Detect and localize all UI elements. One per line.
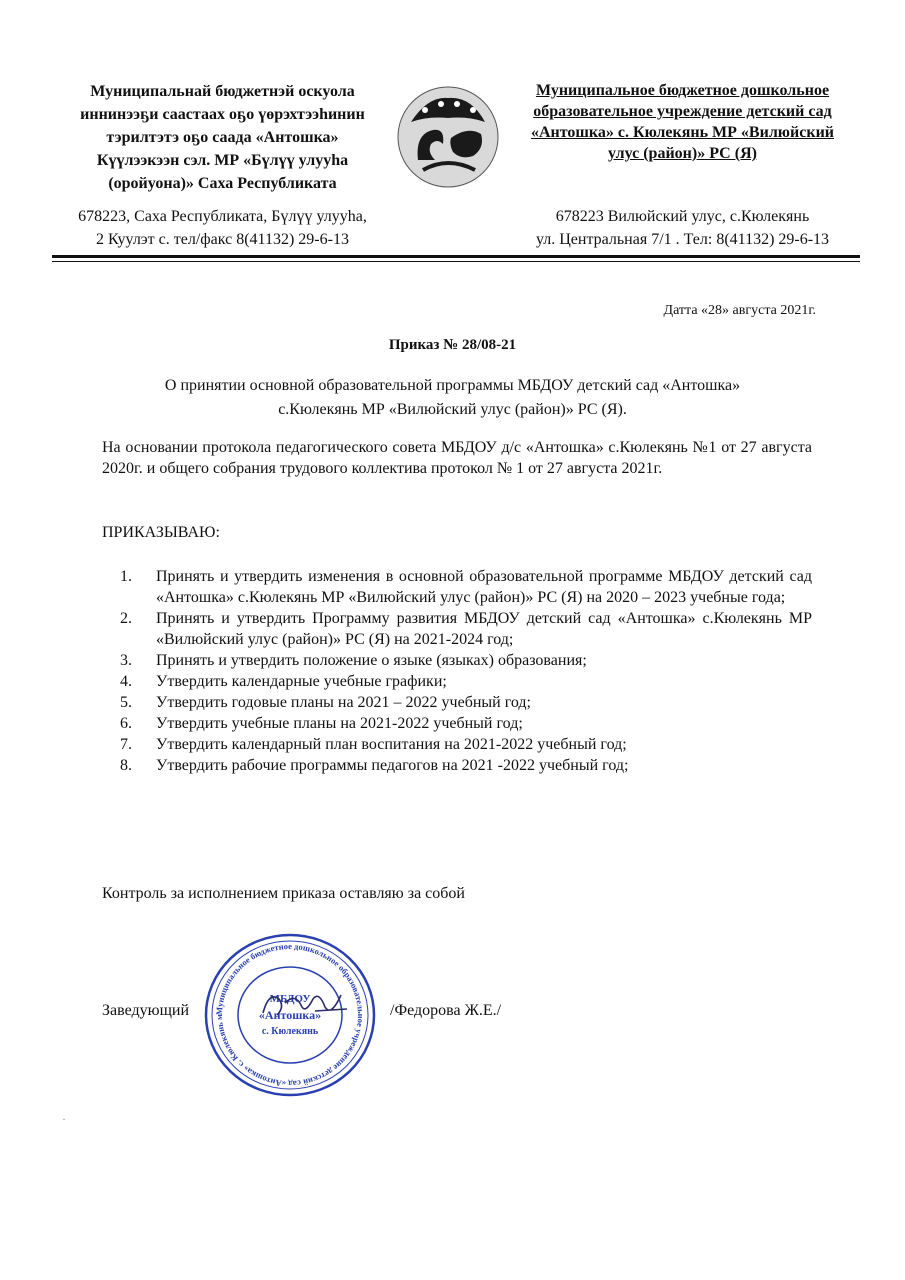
header-right-address-line: ул. Центральная 7/1 . Тел: 8(41132) 29-6-13 — [535, 231, 830, 248]
header-right-address — [500, 205, 865, 251]
header-left-address — [50, 205, 395, 251]
header-left-line: Күүлээкээн сэл. МР «Бүлүү улууһа — [96, 152, 349, 169]
list-item-number: 1. — [120, 568, 132, 585]
header-left-line: иннинээҕи саастаах оҕо үөрэхтээһинин — [80, 106, 365, 123]
list-item — [120, 671, 812, 692]
list-item-text: Утвердить рабочие программы педагогов на 2021 -2022 учебный год; — [156, 757, 629, 774]
list-item-text: Утвердить учебные планы на 2021-2022 учебный год; — [156, 715, 523, 732]
list-item — [120, 608, 812, 650]
header-divider-thick — [52, 255, 860, 258]
kindergarten-emblem-icon — [393, 82, 503, 192]
list-item — [120, 566, 812, 608]
order-list — [120, 566, 812, 776]
list-item-number: 6. — [120, 715, 132, 732]
header-left-line: (оройуона)» Саха Республиката — [108, 175, 337, 192]
signatory-position: Заведующий — [102, 1002, 190, 1019]
list-item — [120, 713, 812, 734]
header-right-address-line: 678223 Вилюйский улус, с.Кюлекянь — [555, 208, 810, 225]
header-left-line: Муниципальнай бюджетнэй оскуола — [90, 83, 355, 100]
header-right-org-name — [510, 80, 855, 164]
header-divider-thin — [52, 261, 860, 262]
header-right-line: образовательное учреждение детский сад — [533, 103, 832, 120]
list-item-text: Утвердить календарный план воспитания на 2021-2022 учебный год; — [156, 736, 627, 753]
list-item-number: 5. — [120, 694, 132, 711]
header-left-address-line: 2 Куулэт с. тел/факс 8(41132) 29-6-13 — [96, 231, 349, 248]
list-item-number: 3. — [120, 652, 132, 669]
header-left-org-name — [60, 80, 385, 195]
order-subject — [100, 374, 805, 422]
list-item-number: 2. — [120, 610, 132, 627]
header-left-line: тэрилтэтэ оҕо саада «Антошка» — [106, 129, 339, 146]
list-item-number: 4. — [120, 673, 132, 690]
list-item — [120, 734, 812, 755]
list-item-text: Принять и утвердить Программу развития МБДОУ детский сад «Антошка» с.Кюлекянь МР «Вилюйский улус (район)» РС (Я) на 2021-2024 год; — [156, 610, 812, 648]
control-statement: Контроль за исполнением приказа оставляю за собой — [102, 885, 465, 902]
prikaz-label: ПРИКАЗЫВАЮ: — [102, 524, 220, 541]
stamp-center-line: «Антошка» — [258, 1008, 322, 1022]
list-item-text: Утвердить годовые планы на 2021 – 2022 учебный год; — [156, 694, 531, 711]
list-item-text: Утвердить календарные учебные графики; — [156, 673, 447, 690]
header-left-address-line: 678223, Саха Республиката, Бүлүү улууһа, — [78, 208, 367, 225]
list-item — [120, 755, 812, 776]
stamp-outer-text: Муниципальное бюджетное дошкольное образовательное учреждение детский сад «Антошка» с. Кюлекянь м — [213, 940, 367, 1090]
signatory-name: /Федорова Ж.Е./ — [390, 1002, 502, 1019]
handwritten-signature — [255, 985, 355, 1025]
header-right-line: «Антошка» с. Кюлекянь МР «Вилюйский — [530, 124, 834, 141]
document-date: Датта «28» августа 2021г. — [663, 303, 816, 318]
list-item-text: Принять и утвердить положение о языке (языках) образования; — [156, 652, 587, 669]
scan-mark: · — [62, 1112, 66, 1126]
list-item-text: Принять и утвердить изменения в основной образовательной программе МБДОУ детский сад «Антошка» с.Кюлекянь МР «Вилюйский улус (район)» РС (Я) на 2020 – 2023 учебные года; — [156, 568, 812, 606]
order-subject-line: О принятии основной образовательной программы МБДОУ детский сад «Антошка» — [164, 377, 741, 394]
list-item-number: 7. — [120, 736, 132, 753]
header-right-line: улус (район)» РС (Я) — [608, 145, 757, 162]
order-subject-line: с.Кюлекянь МР «Вилюйский улус (район)» РС (Я). — [278, 401, 627, 418]
order-basis: На основании протокола педагогического совета МБДОУ д/с «Антошка» с.Кюлекянь №1 от 27 августа 2020г. и общего собрания трудового коллектива протокол № 1 от 27 августа 2021г. — [102, 439, 812, 477]
list-item-number: 8. — [120, 757, 132, 774]
order-title: Приказ № 28/08-21 — [388, 337, 517, 353]
list-item — [120, 692, 812, 713]
list-item — [120, 650, 812, 671]
stamp-center-line: МБДОУ — [269, 993, 311, 1005]
header-right-line: Муниципальное бюджетное дошкольное — [535, 82, 830, 99]
stamp-center-line: с. Кюлекянь — [261, 1026, 319, 1037]
